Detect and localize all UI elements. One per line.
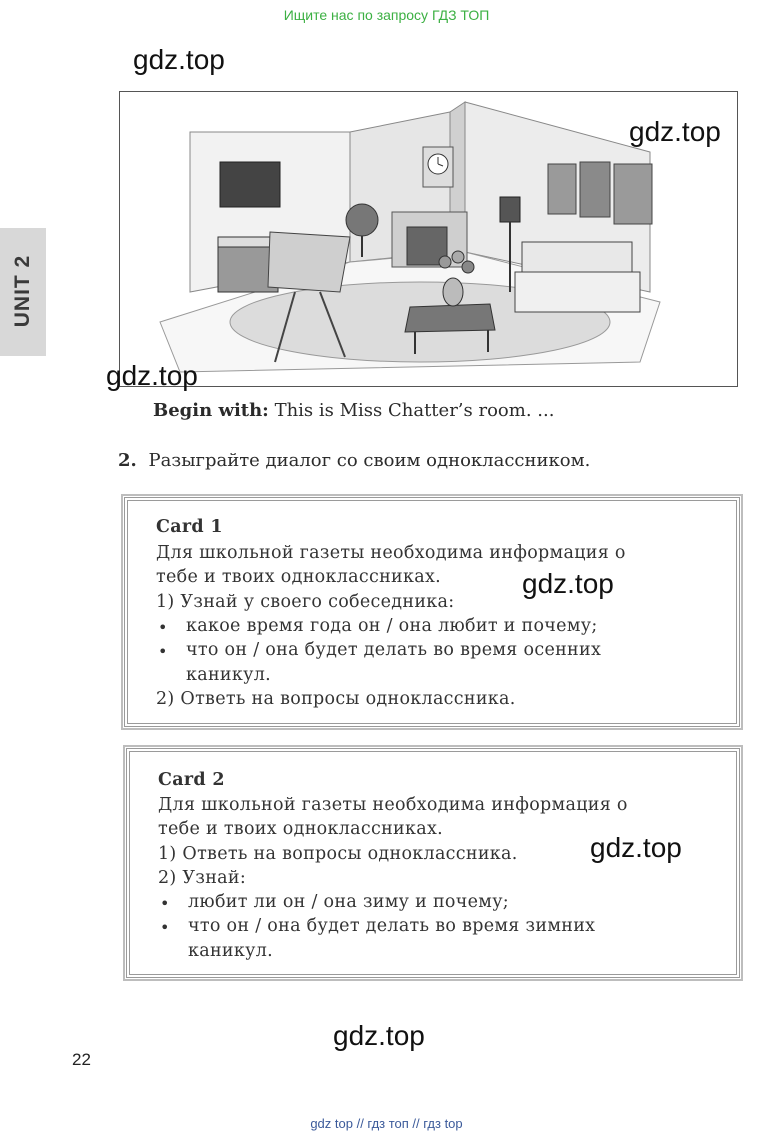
watermark: gdz.top <box>590 832 682 863</box>
bullet-icon: • <box>158 642 168 661</box>
card-2-line: тебе и твоих одноклассниках. <box>158 819 444 839</box>
page-number: 22 <box>72 1050 91 1069</box>
begin-with-text: This is Miss Chatter’s room. ... <box>274 400 555 421</box>
card-2-line: любит ли он / она зиму и почему; <box>188 892 509 912</box>
card-2-title: Card 2 <box>158 770 225 790</box>
unit-label: UNIT 2 <box>11 254 34 328</box>
card-1-line: 2) Ответь на вопросы одноклассника. <box>156 689 516 709</box>
bullet-icon: • <box>158 618 168 637</box>
card-2-line: 1) Ответь на вопросы одноклассника. <box>158 844 518 864</box>
card-1-line: 1) Узнай у своего собеседника: <box>156 592 455 612</box>
begin-with-label: Begin with: <box>153 400 269 421</box>
card-1-line: какое время года он / она любит и почему; <box>186 616 598 636</box>
watermark: gdz.top <box>522 568 614 599</box>
card-2-line: 2) Узнай: <box>158 868 247 888</box>
card-2-line: каникул. <box>188 941 274 961</box>
task-number: 2. <box>118 450 137 471</box>
card-1-line: Для школьной газеты необходима информация о <box>156 543 626 563</box>
bullet-icon: • <box>160 894 170 913</box>
footer-links[interactable]: gdz top // гдз топ // гдз top <box>310 1116 463 1131</box>
card-1-line: что он / она будет делать во время осенних <box>186 640 602 660</box>
card-1-line: каникул. <box>186 665 272 685</box>
watermark: gdz.top <box>629 116 721 147</box>
top-banner[interactable]: Ищите нас по запросу ГДЗ ТОП <box>283 7 490 23</box>
card-1-title: Card 1 <box>156 517 223 537</box>
task-line <box>118 450 590 471</box>
card-2-line: Для школьной газеты необходима информация о <box>158 795 628 815</box>
card-2-line: что он / она будет делать во время зимних <box>188 916 596 936</box>
task-text: Разыграйте диалог со своим одноклассником. <box>148 450 591 471</box>
card-1-line: тебе и твоих одноклассниках. <box>156 567 442 587</box>
begin-with-line <box>153 400 554 421</box>
watermark: gdz.top <box>106 360 198 391</box>
bullet-icon: • <box>160 918 170 937</box>
watermark: gdz.top <box>333 1020 425 1051</box>
card-1 <box>124 497 740 727</box>
watermark: gdz.top <box>133 44 225 75</box>
